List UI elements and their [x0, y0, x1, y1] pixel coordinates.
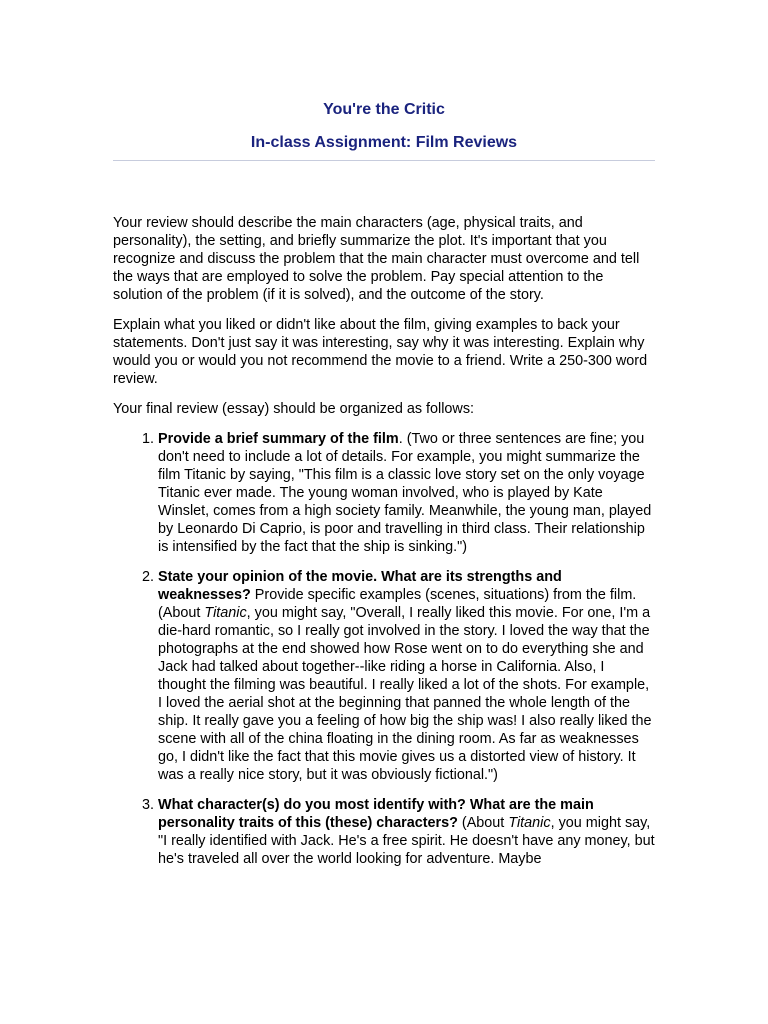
list-item-heading: What character(s) do you most identify with? What are the main personality traits of this (these) characters?	[158, 797, 594, 831]
document-header	[113, 99, 655, 161]
list-item-text: , you might say, "I really identified with Jack. He's a free spirit. He doesn't have any money, but he's traveled all over the world looking for adventure. Maybe	[158, 815, 655, 867]
list-item-text: Provide specific examples (scenes, situations) from the film. (About	[158, 587, 637, 621]
list-item-heading: Provide a brief summary of the film	[158, 431, 399, 447]
review-structure-list	[113, 430, 655, 868]
list-item	[158, 568, 655, 784]
intro-paragraph-3: Your final review (essay) should be organized as follows:	[113, 401, 475, 417]
intro-paragraph-2: Explain what you liked or didn't like about the film, giving examples to back your statements. Don't just say it was interesting, say why it was interesting. Explain why would you or would you not recommend the movie to a friend. Write a 250-300 word review.	[113, 317, 648, 387]
page-subtitle: In-class Assignment: Film Reviews	[250, 134, 518, 151]
document-body	[113, 214, 655, 880]
header-divider	[113, 160, 655, 161]
film-title: Titanic	[204, 605, 247, 621]
list-item-text: (About	[457, 815, 509, 831]
list-item	[158, 796, 655, 868]
list-item-heading: State your opinion of the movie. What are its strengths and weaknesses?	[158, 569, 562, 603]
list-item	[158, 430, 655, 556]
film-title: Titanic	[508, 815, 551, 831]
list-item-text: , you might say, "Overall, I really liked this movie. For one, I'm a die-hard romantic, so I really got involved in the story. I loved the way that the photographs at the end showed how Rose went on to do everything she and Jack had talked about together--like riding a horse in California. Also, I thought the filming was beautiful. I really liked a lot of the shots. For example, I loved the aerial shot at the beginning that panned the whole length of the ship. It really gave you a feeling of how big the ship was! I also really liked the scene with all of the china floating in the dining room. As far as weaknesses go, I didn't like the fact that this movie gives us a distorted view of history. It was a really nice story, but it was obviously fictional.")	[158, 605, 652, 783]
page-title: You're the Critic	[323, 101, 445, 118]
intro-paragraph-1: Your review should describe the main characters (age, physical traits, and personality), the setting, and briefly summarize the plot. It's important that you recognize and discuss the problem that the main character must overcome and tell the ways that are employed to solve the problem. Pay special attention to the solution of the problem (if it is solved), and the outcome of the story.	[113, 215, 640, 303]
list-item-text: . (Two or three sentences are fine; you don't need to include a lot of details. For example, you might summarize the film Titanic by saying, "This film is a classic love story set on the only voyage Titanic ever made. The young woman involved, who is played by Kate Winslet, comes from a high society family. Meanwhile, the young man, played by Leonardo Di Caprio, is poor and travelling in third class. Their relationship is intensified by the fact that the ship is sinking.")	[158, 431, 652, 555]
